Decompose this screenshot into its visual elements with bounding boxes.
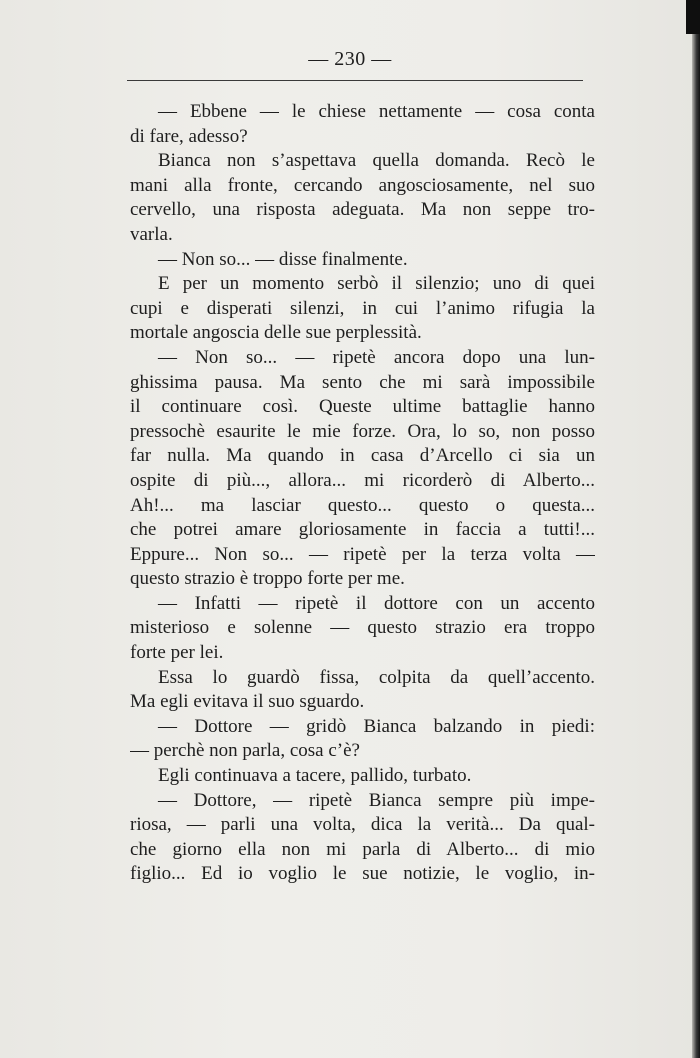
text-line: mani alla fronte, cercando angosciosamente, nel suo	[130, 174, 595, 196]
text-line: di fare, adesso?	[130, 125, 248, 147]
text-line: — Non so... — ripetè ancora dopo una lun-	[158, 346, 595, 368]
text-line: E per un momento serbò il silenzio; uno di quei	[158, 273, 595, 295]
text-line: mortale angoscia delle sue perplessità.	[130, 322, 422, 344]
text-line: Bianca non s’aspettava quella domanda. Recò le	[158, 150, 595, 172]
text-line: ghissima pausa. Ma sento che mi sarà impossibile	[130, 371, 595, 393]
text-line: cupi e disperati silenzi, in cui l’animo rifugia la	[130, 297, 595, 319]
text-line: questo strazio è troppo forte per me.	[130, 568, 405, 590]
text-line: cervello, una risposta adeguata. Ma non seppe tro-	[130, 199, 595, 221]
text-line: forte per lei.	[130, 642, 224, 664]
text-line: Essa lo guardò fissa, colpita da quell’accento.	[158, 666, 595, 688]
text-line: che potrei amare gloriosamente in faccia a tutti!...	[130, 519, 595, 541]
header-rule	[127, 80, 583, 81]
text-line: — Ebbene — le chiese nettamente — cosa conta	[158, 101, 595, 122]
text-line: far nulla. Ma quando in casa d’Arcello ci sia un	[130, 445, 595, 467]
text-line: Egli continuava a tacere, pallido, turbato.	[158, 765, 472, 787]
text-line: figlio... Ed io voglio le sue notizie, le voglio, in-	[130, 863, 595, 885]
text-line: — Dottore — gridò Bianca balzando in piedi:	[158, 715, 595, 737]
text-line: il continuare così. Queste ultime battaglie hanno	[130, 396, 595, 418]
text-line: ospite di più..., allora... mi ricorderò di Alberto...	[130, 469, 595, 491]
body-text	[130, 100, 595, 887]
text-line: Ah!... ma lasciar questo... questo o questa...	[130, 494, 595, 516]
text-line: — Non so... — disse finalmente.	[158, 248, 408, 270]
text-line: pressochè esaurite le mie forze. Ora, lo so, non posso	[130, 420, 595, 442]
text-line: varla.	[130, 223, 173, 245]
text-line: — Dottore, — ripetè Bianca sempre più impe-	[158, 789, 595, 811]
text-line: che giorno ella non mi parla di Alberto... di mio	[130, 838, 595, 860]
text-line: riosa, — parli una volta, dica la verità... Da qual-	[130, 814, 595, 836]
text-line: — perchè non parla, cosa c’è?	[130, 740, 360, 762]
text-line: Eppure... Non so... — ripetè per la terza volta —	[130, 543, 595, 565]
page-edge-shadow	[692, 0, 700, 1058]
text-line: — Infatti — ripetè il dottore con un accento	[158, 592, 595, 614]
page-edge-corner	[686, 0, 700, 34]
text-line: misterioso e solenne — questo strazio era troppo	[130, 617, 595, 639]
text-line: Ma egli evitava il suo sguardo.	[130, 691, 365, 713]
page-number-header: — 230 —	[308, 48, 392, 70]
